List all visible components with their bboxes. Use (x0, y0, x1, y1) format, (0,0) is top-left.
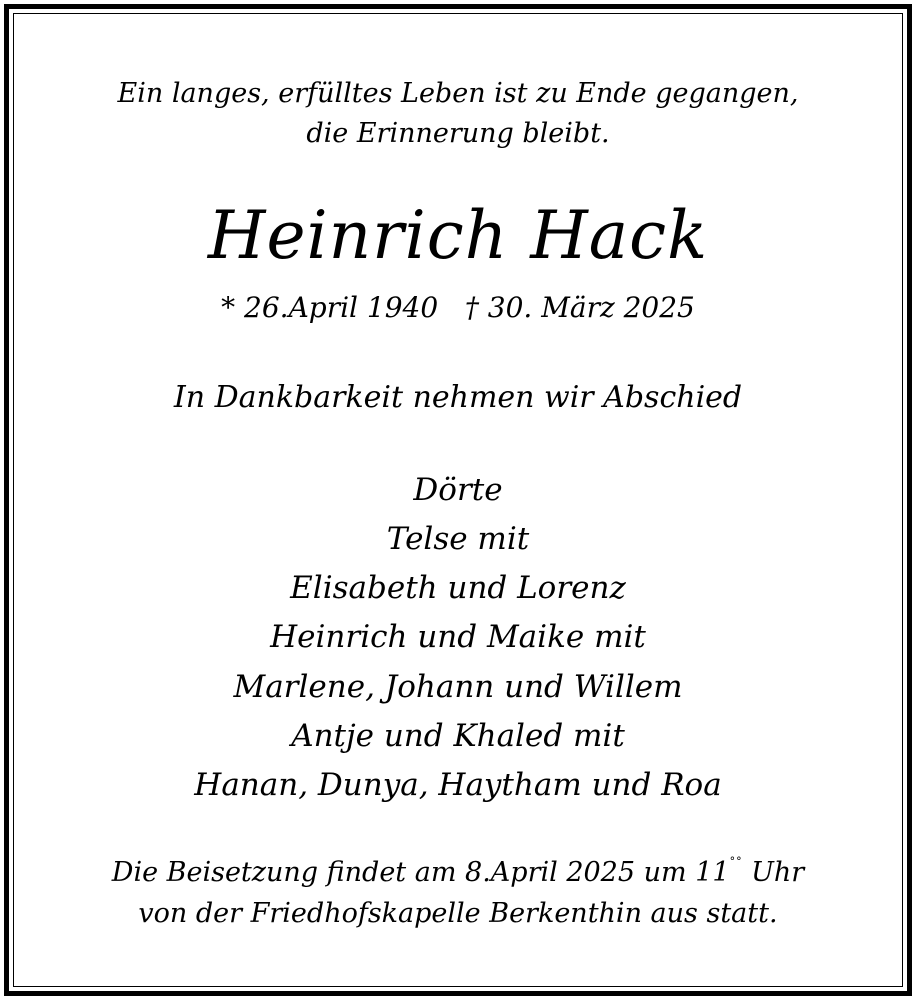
intro-line-1: Ein langes, erfülltes Leben ist zu Ende gegangen, (117, 78, 799, 109)
family-member-line: Antje und Khaled mit (291, 718, 625, 754)
thanks-line: In Dankbarkeit nehmen wir Abschied (173, 380, 743, 415)
deceased-name: Heinrich Hack (207, 197, 709, 274)
family-member-line: Marlene, Johann und Willem (233, 669, 683, 705)
family-member-line: Dörte (413, 472, 503, 508)
funeral-line-1 (0, 855, 916, 888)
family-member-line: Telse mit (386, 521, 530, 557)
family-member-line: Hanan, Dunya, Haytham und Roa (194, 767, 722, 803)
funeral-date-text: Die Beisetzung findet am 8.April 2025 um 11 (111, 857, 730, 888)
family-member-line: Elisabeth und Lorenz (290, 570, 626, 606)
funeral-time-unit: Uhr (742, 857, 805, 888)
time-superscript: °° (729, 855, 743, 868)
life-dates: * 26.April 1940 † 30. März 2025 (221, 291, 695, 324)
funeral-line-2: von der Friedhofskapelle Berkenthin aus statt. (138, 898, 778, 929)
intro-line-2: die Erinnerung bleibt. (306, 118, 610, 149)
family-member-line: Heinrich und Maike mit (270, 619, 646, 655)
